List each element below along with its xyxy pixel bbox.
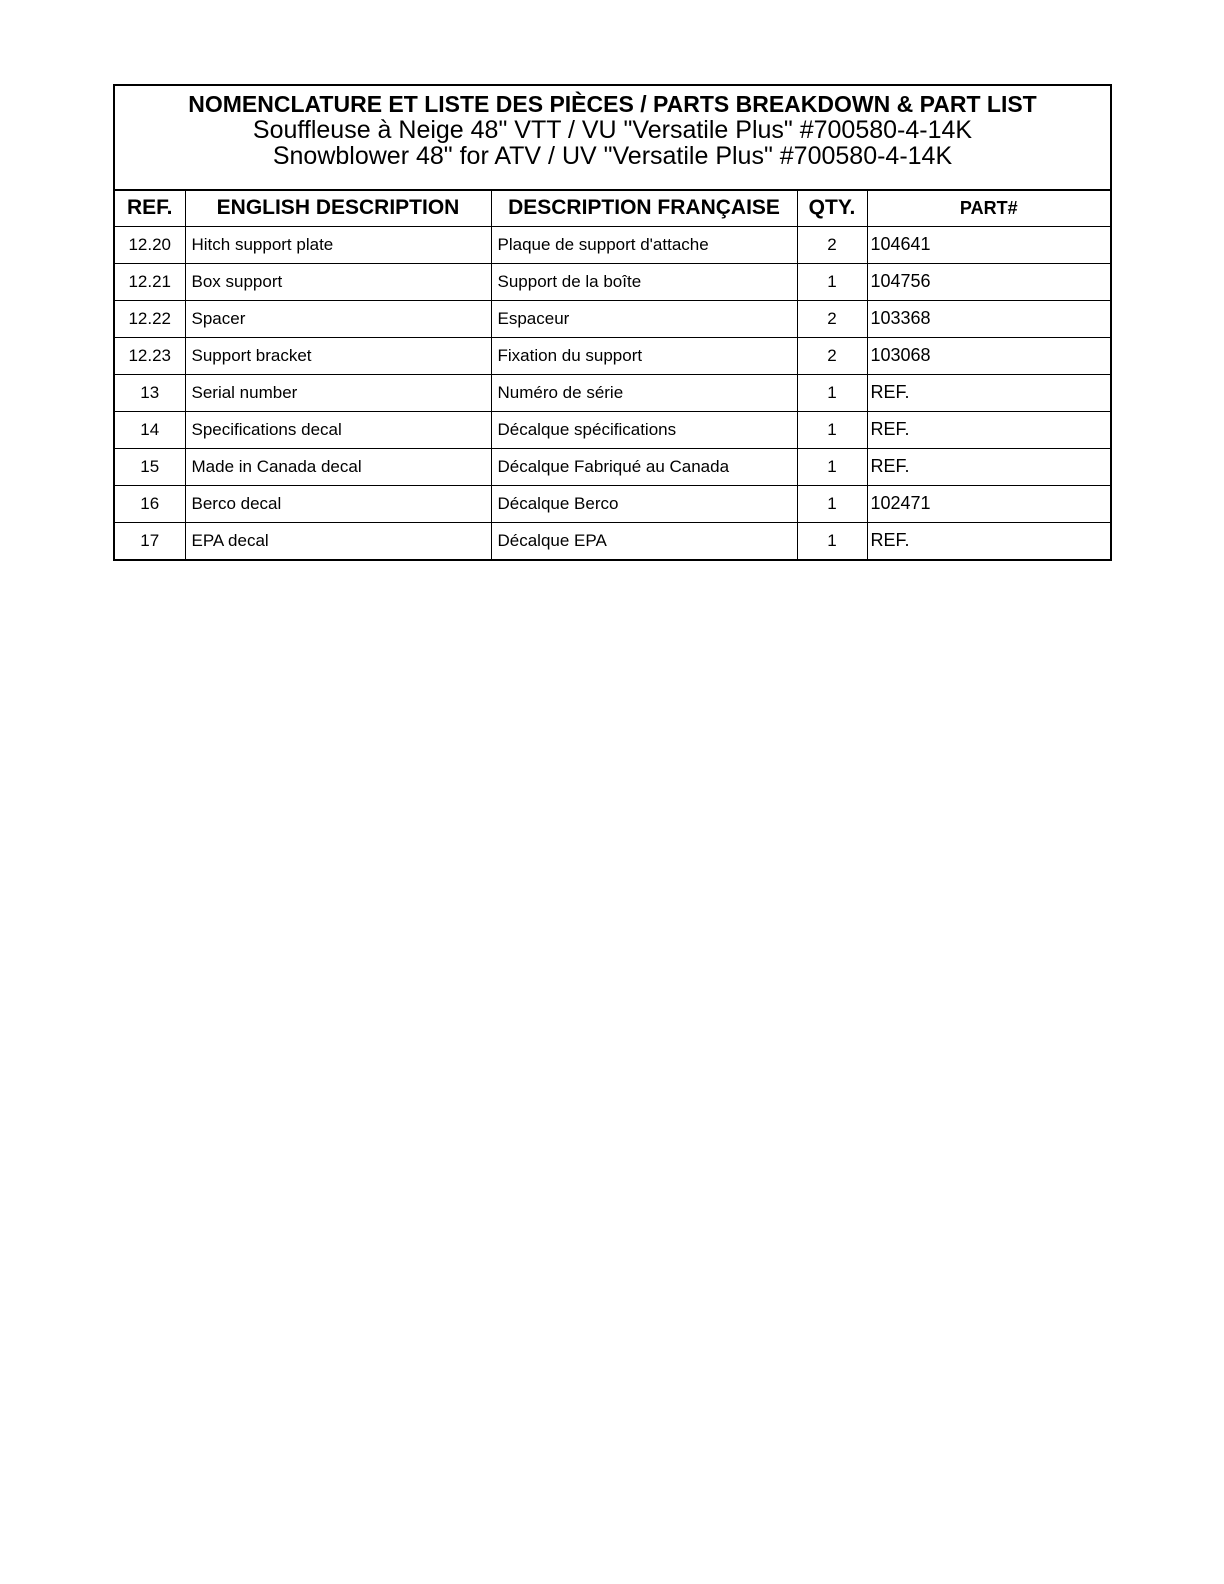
table-row	[115, 337, 1110, 374]
document-title: NOMENCLATURE ET LISTE DES PIÈCES / PARTS BREAKDOWN & PART LIST	[188, 91, 1037, 117]
english-description-cell: Berco decal	[185, 485, 491, 522]
english-description-cell: EPA decal	[185, 522, 491, 559]
column-header-ref: REF.	[115, 191, 185, 226]
part-number-cell: 102471	[867, 485, 1110, 522]
product-title-french: Souffleuse à Neige 48" VTT / VU "Versatile Plus" #700580-4-14K	[252, 116, 973, 144]
table-header-row	[115, 191, 1110, 226]
english-description-cell: Made in Canada decal	[185, 448, 491, 485]
english-description-cell: Specifications decal	[185, 411, 491, 448]
column-header-english-description: ENGLISH DESCRIPTION	[185, 191, 491, 226]
english-description-cell: Serial number	[185, 374, 491, 411]
french-description-cell: Décalque Fabriqué au Canada	[491, 448, 797, 485]
french-description-cell: Plaque de support d'attache	[491, 226, 797, 263]
table-row	[115, 374, 1110, 411]
ref-cell: 13	[115, 374, 185, 411]
parts-list-sheet	[113, 84, 1112, 561]
ref-cell: 12.23	[115, 337, 185, 374]
table-row	[115, 300, 1110, 337]
ref-cell: 12.22	[115, 300, 185, 337]
french-description-cell: Support de la boîte	[491, 263, 797, 300]
french-description-cell: Numéro de série	[491, 374, 797, 411]
part-number-cell: 104756	[867, 263, 1110, 300]
ref-cell: 12.20	[115, 226, 185, 263]
table-row	[115, 411, 1110, 448]
ref-cell: 16	[115, 485, 185, 522]
column-header-french-description: DESCRIPTION FRANÇAISE	[491, 191, 797, 226]
title-block	[115, 86, 1110, 191]
english-description-cell: Support bracket	[185, 337, 491, 374]
table-row	[115, 448, 1110, 485]
ref-cell: 14	[115, 411, 185, 448]
part-number-cell: REF.	[867, 374, 1110, 411]
ref-cell: 17	[115, 522, 185, 559]
english-description-cell: Spacer	[185, 300, 491, 337]
french-description-cell: Décalque Berco	[491, 485, 797, 522]
qty-cell: 1	[797, 485, 867, 522]
column-header-qty: QTY.	[797, 191, 867, 226]
parts-table	[115, 191, 1110, 559]
part-number-cell: REF.	[867, 448, 1110, 485]
part-number-cell: 103068	[867, 337, 1110, 374]
french-description-cell: Fixation du support	[491, 337, 797, 374]
product-title-english: Snowblower 48" for ATV / UV "Versatile Plus" #700580-4-14K	[272, 142, 953, 170]
qty-cell: 2	[797, 226, 867, 263]
qty-cell: 1	[797, 374, 867, 411]
qty-cell: 1	[797, 411, 867, 448]
parts-table-body	[115, 226, 1110, 559]
ref-cell: 15	[115, 448, 185, 485]
french-description-cell: Décalque EPA	[491, 522, 797, 559]
qty-cell: 2	[797, 300, 867, 337]
qty-cell: 1	[797, 448, 867, 485]
english-description-cell: Box support	[185, 263, 491, 300]
ref-cell: 12.21	[115, 263, 185, 300]
part-number-cell: REF.	[867, 411, 1110, 448]
part-number-cell: REF.	[870, 530, 910, 551]
table-row	[115, 522, 1110, 559]
qty-cell: 2	[797, 337, 867, 374]
french-description-cell: Décalque spécifications	[491, 411, 797, 448]
french-description-cell: Espaceur	[491, 300, 797, 337]
qty-cell: 1	[797, 263, 867, 300]
part-number-cell: 104641	[867, 226, 1110, 263]
part-number-cell: 103368	[867, 300, 1110, 337]
column-header-part-number: PART#	[867, 191, 1110, 226]
table-row	[115, 263, 1110, 300]
qty-cell: 1	[797, 522, 867, 559]
english-description-cell: Hitch support plate	[185, 226, 491, 263]
table-row	[115, 485, 1110, 522]
table-row	[115, 226, 1110, 263]
